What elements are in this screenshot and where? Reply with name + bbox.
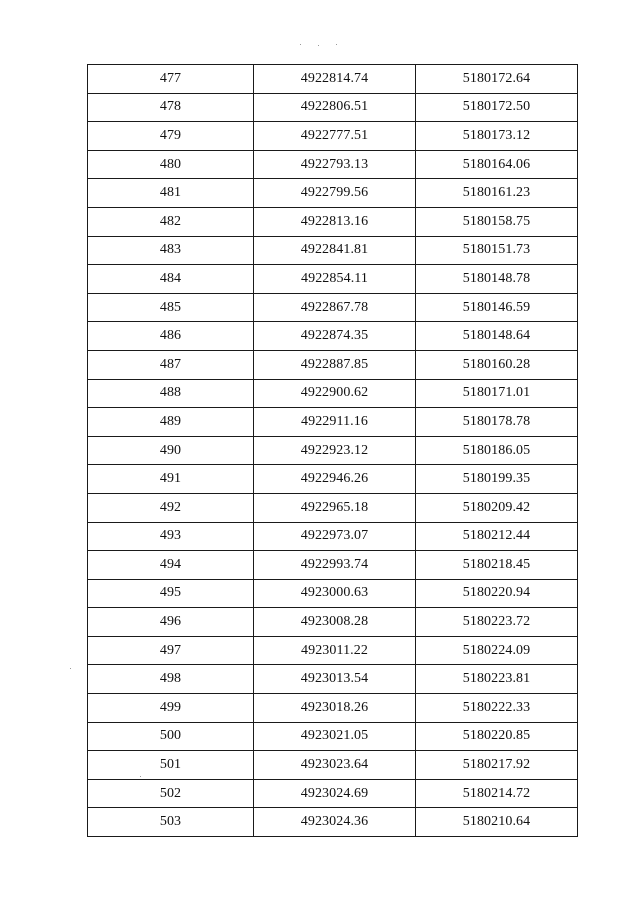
point-number-cell: 495 xyxy=(88,579,254,608)
y-coordinate-cell: 5180171.01 xyxy=(416,379,578,408)
coordinate-table-body xyxy=(88,65,578,837)
table-row xyxy=(88,293,578,322)
table-row xyxy=(88,722,578,751)
point-number-cell: 501 xyxy=(88,751,254,780)
point-number-cell: 502 xyxy=(88,779,254,808)
point-number-cell: 498 xyxy=(88,665,254,694)
y-coordinate-cell: 5180164.06 xyxy=(416,150,578,179)
x-coordinate-cell: 4923018.26 xyxy=(254,694,416,723)
y-coordinate-cell: 5180151.73 xyxy=(416,236,578,265)
scan-speck xyxy=(70,668,71,669)
table-row xyxy=(88,179,578,208)
x-coordinate-cell: 4922900.62 xyxy=(254,379,416,408)
y-coordinate-cell: 5180209.42 xyxy=(416,493,578,522)
table-row xyxy=(88,522,578,551)
x-coordinate-cell: 4922854.11 xyxy=(254,265,416,294)
x-coordinate-cell: 4923000.63 xyxy=(254,579,416,608)
table-row xyxy=(88,751,578,780)
point-number-cell: 488 xyxy=(88,379,254,408)
scan-speck xyxy=(318,45,319,46)
x-coordinate-cell: 4923011.22 xyxy=(254,636,416,665)
point-number-cell: 492 xyxy=(88,493,254,522)
table-row xyxy=(88,236,578,265)
point-number-cell: 499 xyxy=(88,694,254,723)
table-row xyxy=(88,436,578,465)
table-row xyxy=(88,465,578,494)
x-coordinate-cell: 4923024.36 xyxy=(254,808,416,837)
x-coordinate-cell: 4922965.18 xyxy=(254,493,416,522)
y-coordinate-cell: 5180212.44 xyxy=(416,522,578,551)
coordinate-table xyxy=(87,64,578,837)
table-row xyxy=(88,150,578,179)
point-number-cell: 477 xyxy=(88,65,254,94)
x-coordinate-cell: 4923024.69 xyxy=(254,779,416,808)
table-row xyxy=(88,122,578,151)
y-coordinate-cell: 5180210.64 xyxy=(416,808,578,837)
y-coordinate-cell: 5180223.81 xyxy=(416,665,578,694)
x-coordinate-cell: 4922867.78 xyxy=(254,293,416,322)
point-number-cell: 490 xyxy=(88,436,254,465)
y-coordinate-cell: 5180217.92 xyxy=(416,751,578,780)
scan-speck xyxy=(336,44,337,45)
y-coordinate-cell: 5180218.45 xyxy=(416,551,578,580)
point-number-cell: 503 xyxy=(88,808,254,837)
table-row xyxy=(88,408,578,437)
x-coordinate-cell: 4922813.16 xyxy=(254,207,416,236)
point-number-cell: 478 xyxy=(88,93,254,122)
scan-speck xyxy=(300,44,301,45)
x-coordinate-cell: 4922911.16 xyxy=(254,408,416,437)
point-number-cell: 479 xyxy=(88,122,254,151)
x-coordinate-cell: 4923013.54 xyxy=(254,665,416,694)
point-number-cell: 500 xyxy=(88,722,254,751)
y-coordinate-cell: 5180148.64 xyxy=(416,322,578,351)
y-coordinate-cell: 5180173.12 xyxy=(416,122,578,151)
point-number-cell: 485 xyxy=(88,293,254,322)
x-coordinate-cell: 4922793.13 xyxy=(254,150,416,179)
point-number-cell: 484 xyxy=(88,265,254,294)
table-row xyxy=(88,579,578,608)
point-number-cell: 481 xyxy=(88,179,254,208)
y-coordinate-cell: 5180160.28 xyxy=(416,350,578,379)
table-row xyxy=(88,608,578,637)
table-row xyxy=(88,265,578,294)
table-row xyxy=(88,636,578,665)
y-coordinate-cell: 5180148.78 xyxy=(416,265,578,294)
point-number-cell: 486 xyxy=(88,322,254,351)
point-number-cell: 493 xyxy=(88,522,254,551)
table-row xyxy=(88,779,578,808)
x-coordinate-cell: 4922799.56 xyxy=(254,179,416,208)
y-coordinate-cell: 5180172.50 xyxy=(416,93,578,122)
x-coordinate-cell: 4922806.51 xyxy=(254,93,416,122)
point-number-cell: 494 xyxy=(88,551,254,580)
x-coordinate-cell: 4922874.35 xyxy=(254,322,416,351)
x-coordinate-cell: 4923023.64 xyxy=(254,751,416,780)
y-coordinate-cell: 5180224.09 xyxy=(416,636,578,665)
point-number-cell: 483 xyxy=(88,236,254,265)
y-coordinate-cell: 5180220.94 xyxy=(416,579,578,608)
y-coordinate-cell: 5180186.05 xyxy=(416,436,578,465)
table-row xyxy=(88,350,578,379)
point-number-cell: 497 xyxy=(88,636,254,665)
table-row xyxy=(88,65,578,94)
y-coordinate-cell: 5180223.72 xyxy=(416,608,578,637)
y-coordinate-cell: 5180220.85 xyxy=(416,722,578,751)
y-coordinate-cell: 5180172.64 xyxy=(416,65,578,94)
table-row xyxy=(88,694,578,723)
point-number-cell: 491 xyxy=(88,465,254,494)
y-coordinate-cell: 5180222.33 xyxy=(416,694,578,723)
table-row xyxy=(88,808,578,837)
y-coordinate-cell: 5180199.35 xyxy=(416,465,578,494)
point-number-cell: 482 xyxy=(88,207,254,236)
x-coordinate-cell: 4922973.07 xyxy=(254,522,416,551)
table-row xyxy=(88,551,578,580)
y-coordinate-cell: 5180214.72 xyxy=(416,779,578,808)
y-coordinate-cell: 5180146.59 xyxy=(416,293,578,322)
point-number-cell: 489 xyxy=(88,408,254,437)
x-coordinate-cell: 4922887.85 xyxy=(254,350,416,379)
y-coordinate-cell: 5180178.78 xyxy=(416,408,578,437)
x-coordinate-cell: 4922993.74 xyxy=(254,551,416,580)
table-row xyxy=(88,493,578,522)
table-row xyxy=(88,322,578,351)
x-coordinate-cell: 4922841.81 xyxy=(254,236,416,265)
x-coordinate-cell: 4923021.05 xyxy=(254,722,416,751)
table-row xyxy=(88,665,578,694)
x-coordinate-cell: 4923008.28 xyxy=(254,608,416,637)
table-row xyxy=(88,93,578,122)
y-coordinate-cell: 5180158.75 xyxy=(416,207,578,236)
table-row xyxy=(88,207,578,236)
point-number-cell: 496 xyxy=(88,608,254,637)
point-number-cell: 487 xyxy=(88,350,254,379)
x-coordinate-cell: 4922946.26 xyxy=(254,465,416,494)
x-coordinate-cell: 4922923.12 xyxy=(254,436,416,465)
y-coordinate-cell: 5180161.23 xyxy=(416,179,578,208)
point-number-cell: 480 xyxy=(88,150,254,179)
table-row xyxy=(88,379,578,408)
x-coordinate-cell: 4922777.51 xyxy=(254,122,416,151)
x-coordinate-cell: 4922814.74 xyxy=(254,65,416,94)
